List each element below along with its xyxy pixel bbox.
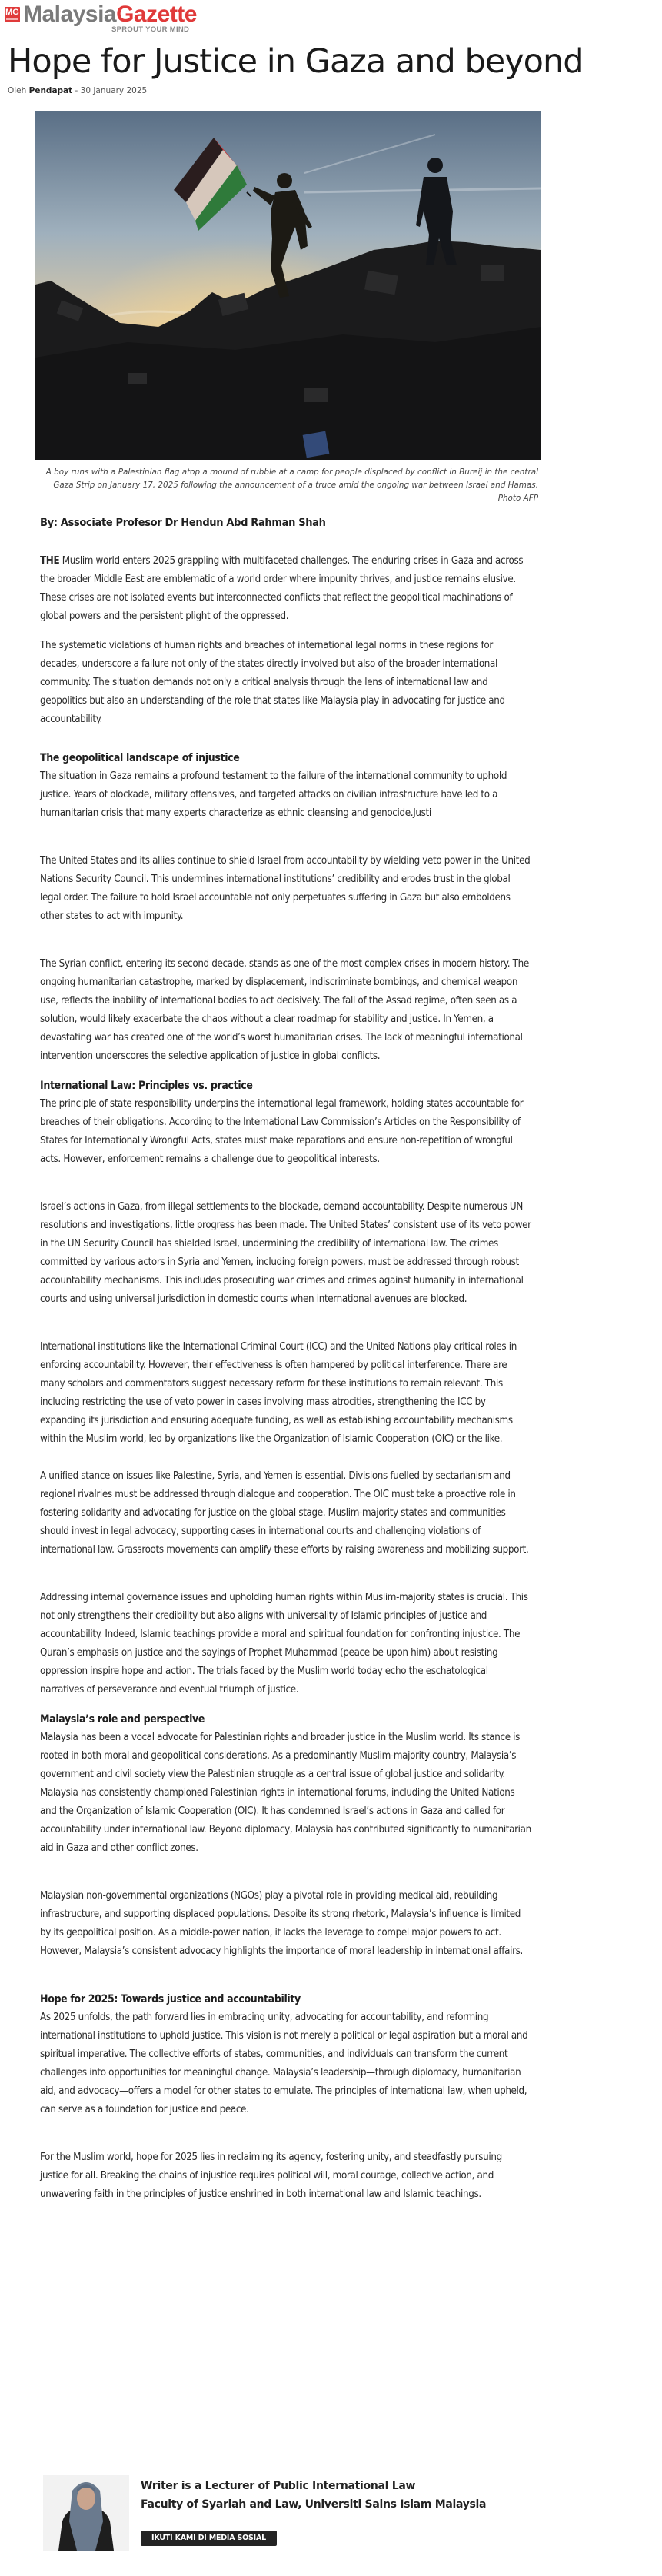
section-heading: International Law: Principles vs. practice	[40, 1080, 253, 1092]
photo-caption: A boy runs with a Palestinian flag atop a mound of rubble at a camp for people displaced by conflict in Bureij in the central Gaza Strip on January 17, 2025 following the announcement of a truce amid the ongoing war between Israel and Hamas. Photo AFP	[45, 468, 538, 503]
author-avatar	[43, 2475, 129, 2551]
paragraph: The situation in Gaza remains a profound testament to the failure of the international community to uphold justice. Years of blockade, military offensives, and targeted attacks on civilian infrastructure have led to a humanitarian crisis that many experts characterize as ethnic cleansing and genocide.Justi	[40, 770, 507, 819]
author-box	[43, 2475, 535, 2552]
site-name: MalaysiaGazette	[23, 2, 197, 27]
article-byline: By: Associate Profesor Dr Hendun Abd Rahman Shah	[40, 517, 326, 529]
paragraph: Malaysian non-governmental organizations (NGOs) play a pivotal role in providing medical aid, rebuilding infrastructure, and supporting displaced populations. Despite its strong rhetoric, Malaysia’s influence is limited by its geopolitical position. As a middle-power nation, it lacks the leverage to compel major powers to act. However, Malaysia’s consistent advocacy highlights the importance of moral leadership in international affairs.	[40, 1890, 524, 1957]
section-heading: Hope for 2025: Towards justice and accountability	[40, 1993, 301, 2005]
paragraph: The United States and its allies continue to shield Israel from accountability by wielding veto power in the United Nations Security Council. This undermines international institutions’ credibility and erodes trust in the global legal order. The failure to hold Israel accountable not only perpetuates suffering in Gaza but also emboldens other states to act with impunity.	[40, 855, 531, 922]
article-meta: Oleh Pendapat - 30 January 2025	[8, 86, 148, 95]
author-affiliation: Faculty of Syariah and Law, Universiti Sains Islam Malaysia	[141, 2498, 487, 2511]
paragraph: The systematic violations of human rights and breaches of international legal norms in these regions for decades, underscore a failure not only of the states directly involved but also of the broader international community. The situation demands not only a critical analysis through the lens of international law and geopolitics but also an understanding of the role that states like Malaysia play in advocating for justice and accountability.	[40, 640, 505, 725]
site-logo[interactable]	[5, 3, 197, 34]
paragraph: The Syrian conflict, entering its second decade, stands as one of the most complex crises in modern history. The ongoing humanitarian catastrophe, marked by displacement, indiscriminate bombings, and chemical weapon use, reflects the inability of international bodies to act decisively. The fall of the Assad regime, often seen as a solution, would likely exacerbate the chaos without a clear roadmap for stability and justice. In Yemen, a devastating war has created one of the world’s worst humanitarian crises. The lack of meaningful international intervention underscores the selective application of justice in global conflicts.	[40, 958, 529, 1062]
logo-mark-icon: MG	[5, 7, 20, 22]
feature-photo	[35, 111, 541, 460]
article-date: 30 January 2025	[80, 86, 148, 95]
article-body	[40, 514, 532, 2215]
paragraph: The principle of state responsibility underpins the international legal framework, holding states accountable for breaches of their obligations. According to the International Law Commission’s Articles on the Responsibility of States for Internationally Wrongful Acts, states must make reparations and ensure non-repetition of wrongful acts. However, enforcement remains a challenge due to geopolitical interests.	[40, 1098, 524, 1165]
section-heading: The geopolitical landscape of injustice	[40, 752, 240, 764]
section-heading: Malaysia’s role and perspective	[40, 1713, 205, 1726]
paragraph-lead: THE Muslim world enters 2025 grappling with multifaceted challenges. The enduring crises in Gaza and across the broader Middle East are emblematic of a world order where impunity thrives, and justice remains elusive. These crises are not isolated events but interconnected conflicts that reflect the geopolitical machinations of global powers and the persistent plight of the oppressed.	[40, 555, 524, 622]
paragraph: International institutions like the International Criminal Court (ICC) and the United Nations play critical roles in enforcing accountability. However, their effectiveness is often hampered by political interference. There are many scholars and commentators suggest necessary reform for these institutions to remain relevant. This including restricting the use of veto power in cases involving mass atrocities, strengthening the ICC by expanding its jurisdiction and ensuring adequate funding, as well as establishing accountability mechanisms within the Muslim world, led by organizations like the Organization of Islamic Cooperation (OIC) or the like.	[40, 1341, 517, 1445]
article-title: Hope for Justice in Gaza and beyond	[8, 42, 584, 81]
paragraph: Israel’s actions in Gaza, from illegal settlements to the blockade, demand accountability. Despite numerous UN resolutions and investigations, little progress has been made. The United States’ consistent use of its veto power in the UN Security Council has shielded Israel, undermining the credibility of international law. The crimes committed by various actors in Syria and Yemen, including foreign powers, must be addressed through robust accountability mechanisms. This includes prosecuting war crimes and crimes against humanity in international courts and using universal jurisdiction in domestic courts when international avenues are blocked.	[40, 1201, 531, 1305]
site-tagline: SPROUT YOUR MIND	[111, 25, 190, 34]
site-header	[5, 3, 197, 34]
follow-social-button[interactable]: IKUTI KAMI DI MEDIA SOSIAL	[141, 2531, 277, 2546]
paragraph: A unified stance on issues like Palestine, Syria, and Yemen is essential. Divisions fuelled by sectarianism and regional rivalries must be addressed through dialogue and cooperation. The OIC must take a proactive role in fostering solidarity and advocating for justice on the global stage. Muslim-majority states and communities should invest in legal advocacy, supporting cases in international courts and challenging violations of international law. Grassroots movements can amplify these efforts by raising awareness and mobilizing support.	[40, 1470, 529, 1556]
author-title: Writer is a Lecturer of Public International Law	[141, 2480, 416, 2492]
paragraph: For the Muslim world, hope for 2025 lies in reclaiming its agency, fostering unity, and steadfastly pursuing justice for all. Breaking the chains of injustice requires political will, moral courage, collective action, and unwavering faith in the principles of justice enshrined in both international law and Islamic teachings.	[40, 2152, 502, 2200]
paragraph: Malaysia has been a vocal advocate for Palestinian rights and broader justice in the Muslim world. Its stance is rooted in both moral and geopolitical considerations. As a predominantly Muslim-majority country, Malaysia’s government and civil society view the Palestinian struggle as a central issue of global justice and solidarity. Malaysia has consistently championed Palestinian rights in international forums, including the United Nations and the Organization of Islamic Cooperation (OIC). It has condemned Israel’s actions in Gaza and called for accountability under international law. Beyond diplomacy, Malaysia has contributed significantly to humanitarian aid in Gaza and other conflict zones.	[40, 1732, 531, 1854]
article-author-link[interactable]: Pendapat	[28, 86, 73, 95]
paragraph: As 2025 unfolds, the path forward lies in embracing unity, advocating for accountability, and reforming international institutions to uphold justice. This vision is not merely a political or legal aspiration but a moral and spiritual imperative. The collective efforts of states, communities, and individuals can transform the current challenges into opportunities for meaningful change. Malaysia’s leadership—through diplomacy, humanitarian aid, and advocacy—offers a model for other states to emulate. The principles of international law, when upheld, can serve as a foundation for justice and peace.	[40, 2012, 528, 2115]
paragraph: Addressing internal governance issues and upholding human rights within Muslim-majority states is crucial. This not only strengthens their credibility but also aligns with universality of Islamic principles of justice and accountability. Indeed, Islamic teachings provide a moral and spiritual foundation for confronting injustice. The Quran’s emphasis on justice and the sayings of Prophet Muhammad (peace be upon him) about resisting oppression inspire hope and action. The trials faced by the Muslim world today echo the eschatological narratives of perseverance and eventual triumph of justice.	[40, 1592, 528, 1696]
